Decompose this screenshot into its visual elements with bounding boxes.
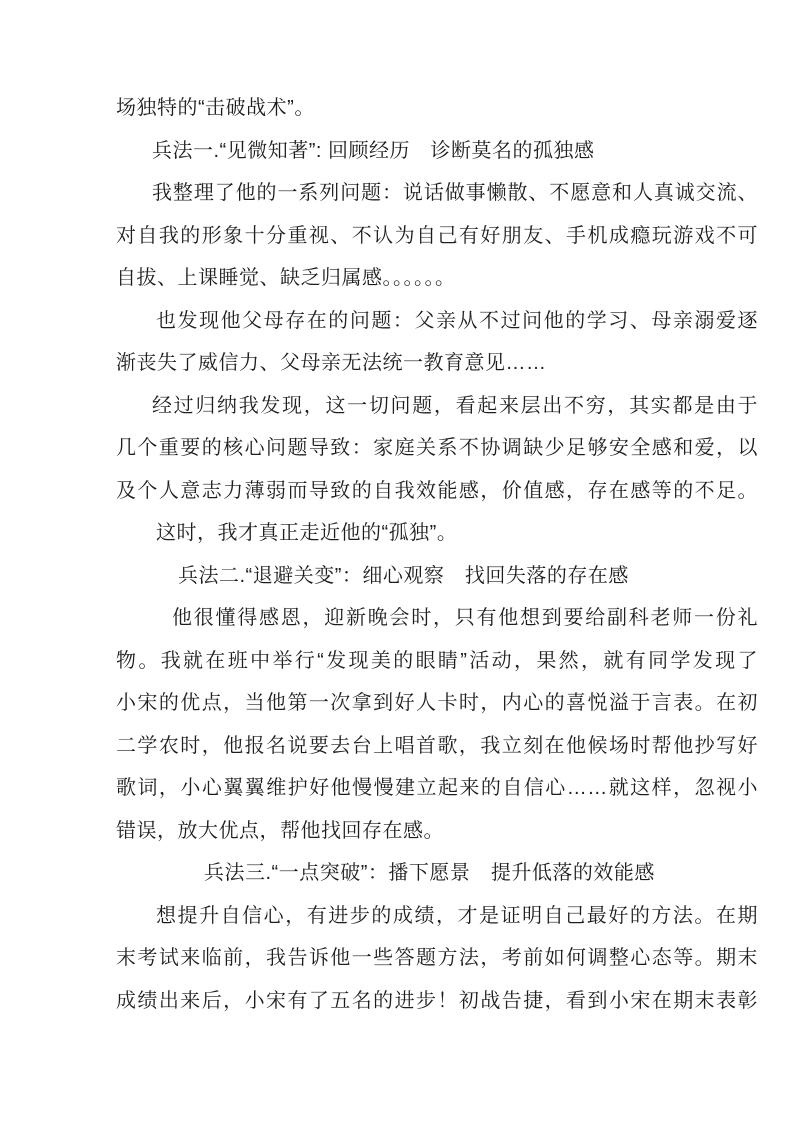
text-line: 末考试来临前，我告诉他一些答题方法，考前如何调整心态等。期末: [116, 947, 758, 969]
section-heading-3: 兵法三.“一点突破”：播下愿景 提升低落的效能感: [204, 862, 655, 884]
text-line: 也发现他父母存在的问题：父亲从不过问他的学习、母亲溺爱逐: [156, 309, 758, 332]
text-line: 场独特的“击破战术”。: [116, 97, 315, 119]
text-line: 二学农时，他报名说要去台上唱首歌，我立刻在他候场时帮他抄写好: [116, 734, 758, 757]
text-line: 及个人意志力薄弱而导致的自我效能感，价值感，存在感等的不足。: [116, 479, 758, 502]
section-heading-1: 兵法一.“见微知著”: 回顾经历 诊断莫名的孤独感: [152, 139, 595, 162]
text-line: 成绩出来后，小宋有了五名的进步！初战告捷，看到小宋在期末表彰: [116, 989, 758, 1012]
text-line: 我整理了他的一系列问题：说话做事懒散、不愿意和人真诚交流、: [152, 182, 758, 204]
text-line: 他很懂得感恩，迎新晚会时，只有他想到要给副科老师一份礼: [172, 607, 758, 629]
text-line: 自拔、上课睡觉、缺乏归属感。。。。。。: [116, 267, 456, 289]
text-line: 小宋的优点，当他第一次拿到好人卡时，内心的喜悦溢于言表。在初: [116, 692, 758, 714]
section-heading-2: 兵法二.“退避关变”：细心观察 找回失落的存在感: [178, 564, 629, 587]
text-line: 错误，放大优点，帮他找回存在感。: [116, 819, 444, 842]
text-line: 想提升自信心，有进步的成绩，才是证明自己最好的方法。在期: [156, 904, 758, 927]
text-line: 歌词，小心翼翼维护好他慢慢建立起来的自信心……就这样，忽视小: [116, 777, 758, 799]
document-text-block: [116, 87, 758, 1022]
text-line: 物。我就在班中举行“发现美的眼睛”活动，果然，就有同学发现了: [116, 649, 758, 672]
text-line: 这时，我才真正走近他的“孤独”。: [156, 522, 458, 544]
text-line: 几个重要的核心问题导致：家庭关系不协调缺少足够安全感和爱，以: [116, 437, 758, 459]
text-line: 渐丧失了威信力、父母亲无法统一教育意见……: [116, 352, 547, 374]
text-line: 经过归纳我发现，这一切问题，看起来层出不穷，其实都是由于: [152, 394, 758, 417]
text-line: 对自我的形象十分重视、不认为自己有好朋友、手机成瘾玩游戏不可: [116, 224, 758, 247]
